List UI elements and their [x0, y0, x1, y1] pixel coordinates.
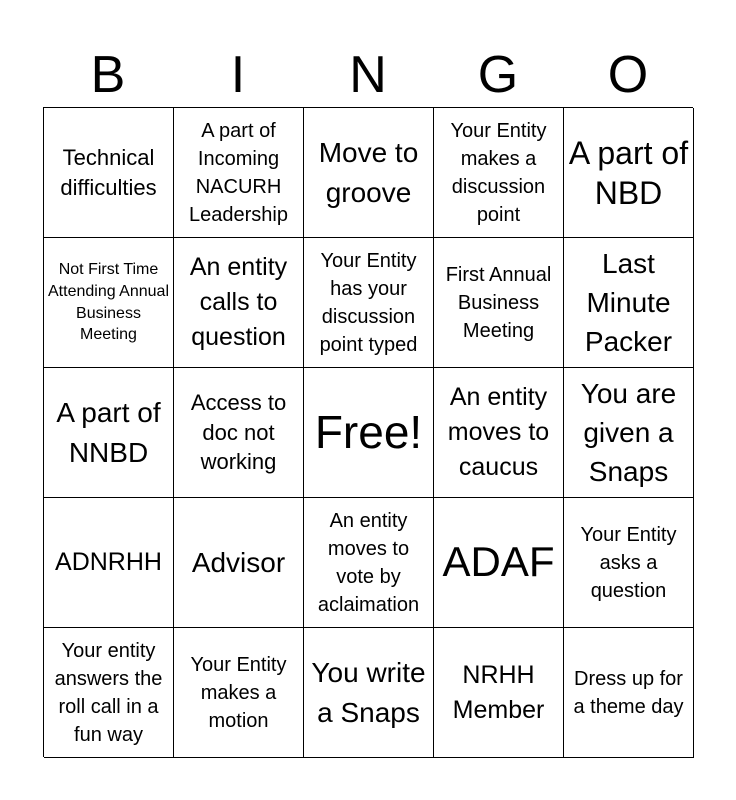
- header-letter-o: O: [607, 46, 649, 104]
- header-letter-g: G: [477, 46, 519, 104]
- bingo-cell-r1c5[interactable]: [564, 108, 694, 238]
- bingo-cell-r5c1[interactable]: [44, 628, 174, 758]
- cell-text: You write a Snaps: [311, 657, 426, 728]
- bingo-cell-r4c3[interactable]: [304, 498, 434, 628]
- bingo-cell-r5c5[interactable]: [564, 628, 694, 758]
- bingo-cell-r5c3[interactable]: [304, 628, 434, 758]
- bingo-cell-r1c4[interactable]: [434, 108, 564, 238]
- bingo-cell-r4c4[interactable]: [434, 498, 564, 628]
- bingo-cell-r2c4[interactable]: [434, 238, 564, 368]
- cell-text: A part of NBD: [568, 134, 689, 211]
- bingo-grid: [43, 107, 693, 757]
- cell-text: Your Entity makes a discussion point: [450, 119, 547, 226]
- cell-text: First Annual Business Meeting: [445, 263, 552, 342]
- bingo-cell-r2c1[interactable]: [44, 238, 174, 368]
- bingo-cell-r1c3[interactable]: [304, 108, 434, 238]
- cell-text: Dress up for a theme day: [573, 667, 684, 718]
- header-letter-n: N: [349, 46, 387, 104]
- cell-text: Move to groove: [318, 137, 419, 208]
- cell-text: Your entity answers the roll call in a fun way: [54, 639, 163, 746]
- cell-text: Last Minute Packer: [584, 247, 673, 358]
- cell-text: Your Entity makes a motion: [190, 653, 287, 732]
- bingo-cell-r1c1[interactable]: [44, 108, 174, 238]
- cell-text: Your Entity asks a question: [580, 523, 677, 602]
- cell-text: You are given a Snaps: [580, 377, 677, 488]
- cell-text: Not First Time Attending Annual Business Meeting: [48, 261, 169, 344]
- bingo-cell-r3c5[interactable]: [564, 368, 694, 498]
- bingo-cell-r4c2[interactable]: [174, 498, 304, 628]
- header-letter-b: B: [90, 46, 126, 104]
- bingo-cell-r1c2[interactable]: [174, 108, 304, 238]
- bingo-cell-r5c4[interactable]: [434, 628, 564, 758]
- cell-text: Technical difficulties: [60, 144, 157, 200]
- bingo-cell-r2c2[interactable]: [174, 238, 304, 368]
- bingo-cell-free[interactable]: [304, 368, 434, 498]
- bingo-cell-r2c3[interactable]: [304, 238, 434, 368]
- cell-text: A part of Incoming NACURH Leadership: [189, 119, 288, 226]
- bingo-cell-r3c2[interactable]: [174, 368, 304, 498]
- cell-text: Your Entity has your discussion point typed: [319, 249, 418, 356]
- cell-text: A part of NNBD: [56, 397, 161, 468]
- bingo-cell-r2c5[interactable]: [564, 238, 694, 368]
- cell-text: An entity calls to question: [189, 253, 288, 351]
- cell-text: ADAF: [442, 538, 555, 586]
- bingo-cell-r5c2[interactable]: [174, 628, 304, 758]
- bingo-header: [43, 44, 693, 106]
- cell-text: Advisor: [191, 546, 286, 578]
- cell-text: NRHH Member: [452, 660, 545, 724]
- bingo-cell-r3c4[interactable]: [434, 368, 564, 498]
- header-letter-i: I: [230, 46, 246, 104]
- bingo-cell-r4c1[interactable]: [44, 498, 174, 628]
- free-space-text: Free!: [314, 405, 423, 458]
- cell-text: Access to doc not working: [190, 389, 287, 475]
- bingo-cell-r3c1[interactable]: [44, 368, 174, 498]
- bingo-cell-r4c5[interactable]: [564, 498, 694, 628]
- cell-text: An entity moves to caucus: [447, 383, 550, 481]
- cell-text: An entity moves to vote by aclaimation: [317, 509, 420, 616]
- cell-text: ADNRHH: [55, 548, 162, 576]
